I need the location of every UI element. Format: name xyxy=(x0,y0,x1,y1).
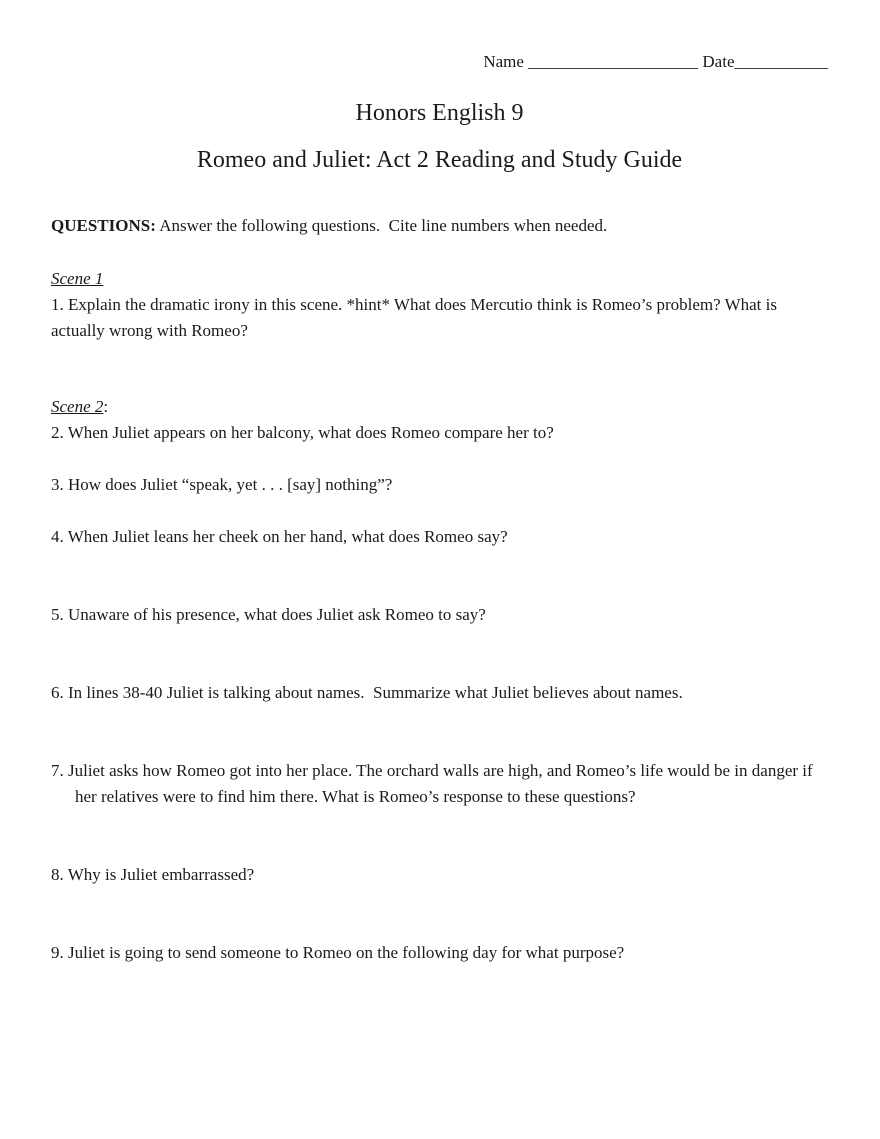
scene-2-heading: Scene 2: xyxy=(51,397,109,416)
question-4: 4. When Juliet leans her cheek on her hand, what does Romeo say? xyxy=(51,527,508,546)
question-6: 6. In lines 38-40 Juliet is talking about names. Summarize what Juliet believes about names. xyxy=(51,683,683,702)
question-8: 8. Why is Juliet embarrassed? xyxy=(51,865,255,884)
instructions-label: QUESTIONS: xyxy=(51,216,156,235)
instructions xyxy=(51,213,828,239)
name-label: Name xyxy=(483,52,524,71)
date-label: Date xyxy=(702,52,735,71)
instructions-text: Answer the following questions. Cite line numbers when needed. xyxy=(159,216,608,235)
question-7: 7. Juliet asks how Romeo got into her place. The orchard walls are high, and Romeo’s life would be in danger if her relatives were to find him there. What is Romeo’s response to these questions? xyxy=(51,761,817,806)
course-title: Honors English 9 xyxy=(355,100,524,126)
name-blank-line: ____________________ xyxy=(528,52,699,71)
scene-1-heading: Scene 1 xyxy=(51,269,104,288)
assignment-title: Romeo and Juliet: Act 2 Reading and Study Guide xyxy=(196,147,683,173)
name-date-line xyxy=(51,49,828,75)
question-9: 9. Juliet is going to send someone to Romeo on the following day for what purpose? xyxy=(51,943,625,962)
question-1: 1. Explain the dramatic irony in this scene. *hint* What does Mercutio think is Romeo’s problem? What is actually wrong with Romeo? xyxy=(51,295,782,340)
question-3: 3. How does Juliet “speak, yet . . . [say] nothing”? xyxy=(51,475,393,494)
question-2: 2. When Juliet appears on her balcony, what does Romeo compare her to? xyxy=(51,423,554,442)
date-blank-line: ___________ xyxy=(734,52,828,71)
question-5: 5. Unaware of his presence, what does Juliet ask Romeo to say? xyxy=(51,605,486,624)
